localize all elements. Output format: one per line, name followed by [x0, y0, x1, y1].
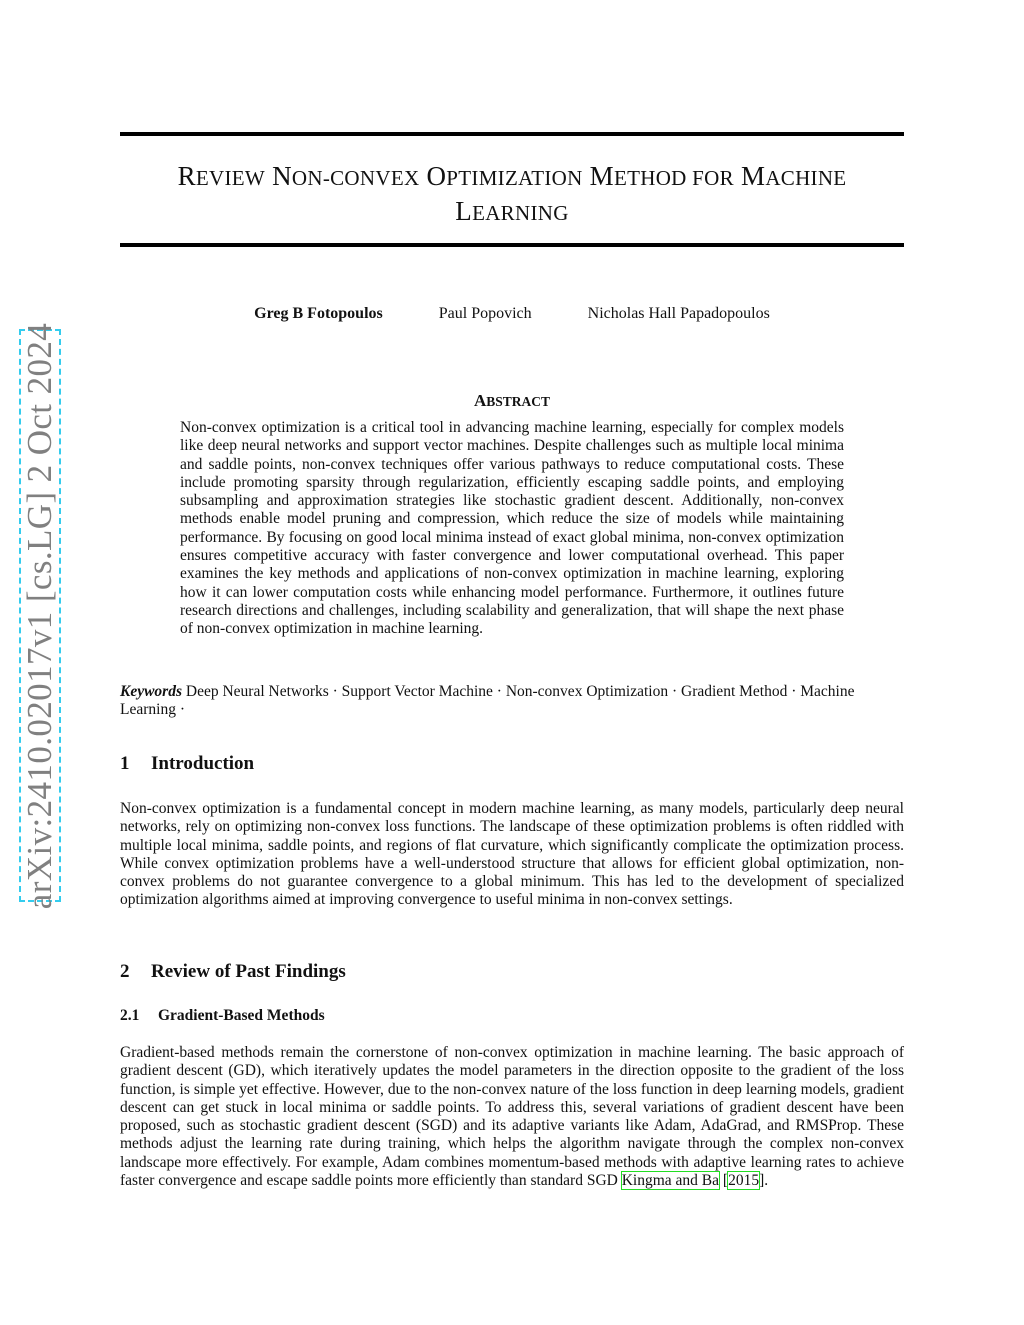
author-name: Paul Popovich: [438, 305, 532, 322]
citation-year-link[interactable]: 2015: [728, 1172, 760, 1190]
title-top-rule: [120, 132, 904, 136]
introduction-paragraph: Non-convex optimization is a fundamental concept in modern machine learning, as many models, particularly deep neural networks, rely on optimizing non-convex loss functions. The landscape of these optimization problems is often riddled with multiple local minima, saddle points, and regions of flat curvature, which significantly complicate the optimization process. While convex optimization problems have a well-understood structure that allows for efficient global optimization, non-convex problems do not guarantee convergence to a global minimum. This has led to the development of specialized optimization algorithms aimed at improving convergence to useful minima in non-convex settings.: [120, 800, 904, 909]
title-bottom-rule: [120, 243, 904, 247]
section-heading-introduction: 1 Introduction: [120, 753, 255, 774]
abstract-heading: ABSTRACT: [473, 391, 551, 410]
author-list: [120, 305, 904, 323]
paper-title: REVIEW NON-CONVEX OPTIMIZATION METHOD FOR MACHINE LEARNING: [177, 161, 847, 226]
section-heading-review: 2 Review of Past Findings: [120, 961, 346, 982]
citation-authors-link[interactable]: Kingma and Ba: [621, 1172, 720, 1190]
author-name: Nicholas Hall Papadopoulos: [587, 305, 770, 322]
arxiv-identifier-link[interactable]: [19, 322, 61, 909]
keywords-label: Keywords: [120, 683, 182, 700]
subsection-heading-gradient: 2.1 Gradient-Based Methods: [120, 1007, 325, 1024]
gradient-paragraph: Gradient-based methods remain the cornerstone of non-convex optimization in machine learning. The basic approach of gradient descent (GD), which iteratively updates the model parameters in the direction opposite to the gradient of the loss function, is simple yet effective. However, due to the non-convex nature of the loss function in deep learning models, gradient descent can get stuck in local minima or saddle points. To address this, several variations of gradient descent have been proposed, such as stochastic gradient descent (SGD) and its adaptive variants like Adam, AdaGrad, and RMSProp. These methods adjust the learning rate during training, which helps the algorithm navigate through the complex non-convex landscape more effectively. For example, Adam combines momentum-based methods with adaptive learning rates to achieve faster convergence and escape saddle points more efficiently than standard SGD Kingma and Ba [2015].: [120, 1044, 904, 1190]
arxiv-identifier-text: arXiv:2410.02017v1 [cs.LG] 2 Oct 2024: [20, 322, 59, 909]
author-name: Greg B Fotopoulos: [254, 305, 383, 322]
keywords-list: Deep Neural Networks · Support Vector Machine · Non-convex Optimization · Gradient Method · Machine Learning ·: [120, 683, 855, 719]
keywords: [120, 683, 904, 720]
abstract-text: Non-convex optimization is a critical tool in advancing machine learning, especially for complex models like deep neural networks and support vector machines. Despite challenges such as multiple local minima and saddle points, non-convex techniques offer various pathways to reduce computational costs. These include promoting sparsity through regularization, efficiently escaping saddle points, and employing subsampling and approximation strategies like stochastic gradient descent. Additionally, non-convex methods enable model pruning and compression, which reduce the size of models while maintaining performance. By focusing on good local minima instead of exact global minima, non-convex optimization ensures competitive accuracy with faster convergence and lower computational overhead. This paper examines the key methods and applications of non-convex optimization in machine learning, exploring how it can lower computation costs while enhancing model performance. Furthermore, it outlines future research directions and challenges, including scalability and generalization, that will shape the next phase of non-convex optimization in machine learning.: [180, 419, 844, 638]
